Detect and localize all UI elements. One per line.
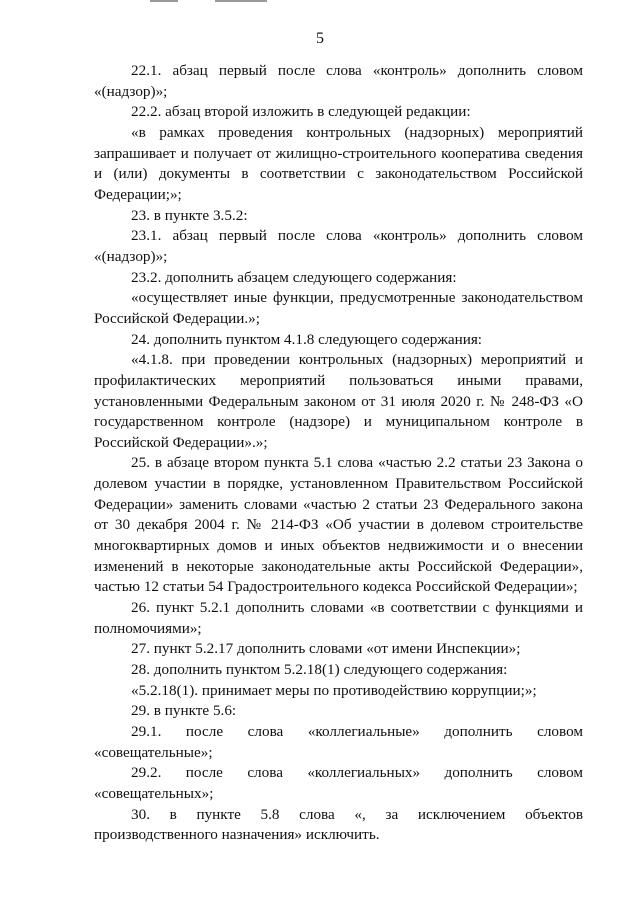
paragraph: 30. в пункте 5.8 слова «, за исключением объектов производственного назначения» исключить. <box>94 805 583 844</box>
paragraph: 29.2. после слова «коллегиальных» дополнить словом «совещательных»; <box>94 764 583 802</box>
paragraph: 22.2. абзац второй изложить в следующей редакции: <box>131 103 471 121</box>
paragraph: 24. дополнить пунктом 4.1.8 следующего содержания: <box>131 330 483 348</box>
paragraph: 23.2. дополнить абзацем следующего содержания: <box>131 268 457 286</box>
paragraph: 27. пункт 5.2.17 дополнить словами «от имени Инспекции»; <box>131 640 521 658</box>
top-edge-mark <box>215 0 267 2</box>
top-edge-mark <box>150 0 178 2</box>
paragraph: «в рамках проведения контрольных (надзорных) мероприятий запрашивает и получает от жилищно-строительного кооператива сведения и (или) документы в соответствии с законодательством Российской Федерации;»; <box>94 123 583 203</box>
document-body <box>94 61 583 846</box>
paragraph: 26. пункт 5.2.1 дополнить словами «в соответствии с функциями и полномочиями»; <box>94 599 583 637</box>
paragraph: 29.1. после слова «коллегиальные» дополнить словом «совещательные»; <box>94 723 583 761</box>
paragraph: 28. дополнить пунктом 5.2.18(1) следующего содержания: <box>131 661 508 679</box>
paragraph: «5.2.18(1). принимает меры по противодействию коррупции;»; <box>131 681 537 699</box>
paragraph: 23. в пункте 3.5.2: <box>131 206 248 224</box>
paragraph: 25. в абзаце втором пункта 5.1 слова «частью 2.2 статьи 23 Закона о долевом участии в порядке, установленном Правительством Российской Федерации» заменить словами «частью 2 статьи 23 Федерального закона от 30 декабря 2004 г. № 214-ФЗ «Об участии в долевом строительстве многоквартирных домов и иных объектов недвижимости и о внесении изменений в некоторые законодательные акты Российской Федерации», частью 12 статьи 54 Градостроительного кодекса Российской Федерации»; <box>94 454 583 596</box>
paragraph: 22.1. абзац первый после слова «контроль» дополнить словом «(надзор)»; <box>94 62 583 100</box>
paragraph: «осуществляет иные функции, предусмотренные законодательством Российской Федерации.»; <box>94 289 583 327</box>
page-number: 5 <box>316 30 324 47</box>
paragraph: 29. в пункте 5.6: <box>131 702 237 720</box>
paragraph: «4.1.8. при проведении контрольных (надзорных) мероприятий и профилактических мероприятий пользоваться иными правами, установленными Федеральным законом от 31 июля 2020 г. № 248-ФЗ «О государственном контроле (надзоре) и муниципальном контроле в Российской Федерации».»; <box>94 351 583 451</box>
paragraph: 23.1. абзац первый после слова «контроль» дополнить словом «(надзор)»; <box>94 227 583 265</box>
